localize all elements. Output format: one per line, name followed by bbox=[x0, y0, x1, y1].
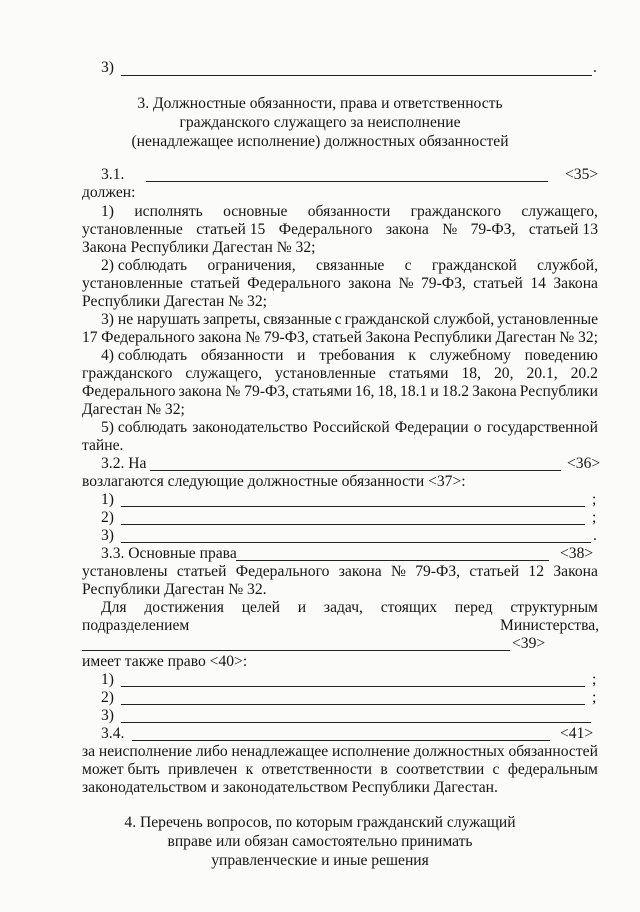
word: 18.1 bbox=[400, 383, 428, 400]
word: стоящих bbox=[380, 599, 438, 616]
word: статьей bbox=[469, 563, 520, 580]
word: исполнять bbox=[134, 203, 203, 220]
duty-blank-2-number: 2) bbox=[101, 509, 114, 526]
duty-1-line3: Закона Республики Дагестан № 32; bbox=[82, 239, 316, 256]
word: служащего, bbox=[521, 203, 598, 220]
word: к bbox=[245, 761, 254, 778]
word: закона bbox=[338, 563, 382, 580]
word: 17 bbox=[82, 329, 98, 346]
word: целей bbox=[241, 599, 281, 616]
right-blank-1-number: 1) bbox=[101, 671, 114, 688]
paragraph-3-4-line4: законодательством и законодательством Республики Дагестан. bbox=[82, 779, 498, 796]
word: установленные bbox=[82, 221, 183, 238]
word: федеральным bbox=[507, 761, 598, 778]
word: закона № 79-ФЗ, bbox=[178, 383, 290, 400]
word: связанные bbox=[263, 311, 332, 328]
word: Республики bbox=[519, 383, 598, 400]
duty-2-line2 bbox=[82, 275, 598, 293]
fill-in-line bbox=[121, 506, 585, 507]
fill-in-line bbox=[121, 722, 591, 723]
fill-in-line bbox=[236, 560, 549, 561]
word: Федерального bbox=[247, 275, 341, 292]
duty-4-line1 bbox=[101, 347, 598, 365]
word: Закона bbox=[553, 275, 598, 292]
word: к bbox=[408, 347, 416, 364]
word: установленные bbox=[497, 311, 598, 328]
right-blank-2-number: 2) bbox=[101, 689, 114, 706]
word: обязанности bbox=[307, 203, 391, 220]
word: с bbox=[334, 311, 342, 328]
word: установленные bbox=[275, 365, 376, 382]
paragraph-3-1-number: 3.1. bbox=[101, 166, 125, 183]
duty-blank-1-end: ; bbox=[592, 491, 597, 508]
duty-blank-2-end: ; bbox=[592, 509, 597, 526]
word: статьей 13 bbox=[528, 221, 598, 238]
word: обязанности bbox=[200, 347, 284, 364]
word: 20, bbox=[493, 365, 514, 382]
paragraph-3-3-line4 bbox=[101, 599, 598, 617]
word: № bbox=[398, 275, 414, 292]
word: запреты, bbox=[203, 311, 261, 328]
word: 3) не нарушать bbox=[101, 311, 201, 328]
paragraph-3-3-line5-end: Министерства, bbox=[500, 617, 600, 634]
word: статьями bbox=[388, 365, 449, 382]
right-blank-3-number: 3) bbox=[101, 707, 114, 724]
word: требования bbox=[319, 347, 395, 364]
paragraph-3-2-line2: возлагаются следующие должностные обязанности <37>: bbox=[82, 473, 466, 490]
right-blank-2-end: ; bbox=[592, 689, 597, 706]
word: Федерального bbox=[278, 221, 373, 238]
word: гражданского bbox=[410, 203, 502, 220]
word: статьями bbox=[292, 383, 352, 400]
footnote-ref-38: <38> bbox=[560, 545, 594, 562]
word: ответственности bbox=[261, 761, 373, 778]
word: 5) соблюдать bbox=[101, 419, 188, 436]
duty-2-line3: Республики Дагестан № 32; bbox=[82, 293, 267, 310]
word: Для bbox=[101, 599, 127, 616]
word: 79-ФЗ, bbox=[470, 221, 516, 238]
word: в bbox=[380, 761, 388, 778]
word: Закона bbox=[472, 383, 517, 400]
word: статьей 15 bbox=[196, 221, 266, 238]
word: 4) соблюдать bbox=[101, 347, 188, 364]
footnote-ref-36: <36> bbox=[567, 455, 601, 472]
word: Закона bbox=[365, 329, 411, 346]
footnote-ref-39: <39> bbox=[512, 635, 546, 652]
word: связанные bbox=[315, 257, 385, 274]
word: должностных bbox=[413, 743, 505, 760]
word: и bbox=[430, 383, 439, 400]
paragraph-3-3-line7: имеет также право <40>: bbox=[82, 653, 248, 670]
word: основные bbox=[223, 203, 288, 220]
word: законодательство bbox=[192, 419, 308, 436]
word: 79-ФЗ, bbox=[415, 563, 461, 580]
word: Федерального bbox=[235, 563, 330, 580]
fill-in-line bbox=[121, 75, 592, 76]
word: 1) bbox=[101, 203, 114, 220]
word: 12 bbox=[528, 563, 544, 580]
word: № bbox=[442, 221, 458, 238]
duty-4-line3 bbox=[82, 383, 598, 401]
paragraph-3-3-lead: 3.3. Основные права bbox=[101, 545, 237, 562]
word: Российской bbox=[312, 419, 390, 436]
duty-2-line1 bbox=[101, 257, 598, 275]
word: за bbox=[82, 743, 96, 760]
duty-1-line2 bbox=[82, 221, 598, 239]
word: Федерации bbox=[394, 419, 469, 436]
paragraph-3-4-line2 bbox=[82, 743, 598, 761]
duty-3-line2 bbox=[82, 329, 598, 347]
word: с bbox=[492, 761, 500, 778]
word: о bbox=[473, 419, 482, 436]
word: привлечен bbox=[168, 761, 238, 778]
section4-title-line2: вправе или обязан самостоятельно принимать bbox=[167, 833, 473, 850]
right-blank-1-end: ; bbox=[592, 671, 597, 688]
word: гражданского bbox=[82, 365, 173, 382]
fill-in-line bbox=[82, 650, 510, 651]
word: структурным bbox=[510, 599, 598, 616]
word: службой, bbox=[537, 257, 598, 274]
word: исполнение bbox=[332, 743, 410, 760]
word: статьей bbox=[190, 275, 240, 292]
word: служебному bbox=[429, 347, 511, 364]
word: закона bbox=[348, 275, 392, 292]
duty-3-line1 bbox=[101, 311, 598, 329]
duty-blank-3-number: 3) bbox=[101, 527, 114, 544]
word: установленные bbox=[82, 275, 183, 292]
duty-blank-1-number: 1) bbox=[101, 491, 114, 508]
duty-4-line4: Дагестан № 32; bbox=[82, 401, 185, 418]
word: 79-ФЗ, bbox=[421, 275, 466, 292]
paragraph-3-3-line3: Республики Дагестан № 32. bbox=[82, 581, 267, 598]
word: Дагестан bbox=[495, 329, 556, 346]
fill-in-line bbox=[121, 524, 585, 525]
word: гражданской bbox=[431, 257, 517, 274]
fill-in-line bbox=[132, 740, 550, 741]
duty-1-line1 bbox=[101, 203, 598, 221]
word: закона № 79-ФЗ, bbox=[198, 329, 309, 346]
word: 18.2 bbox=[441, 383, 470, 400]
word: 2) соблюдать bbox=[101, 257, 188, 274]
section3-title-line2: гражданского служащего за неисполнение bbox=[179, 114, 461, 131]
word: 18, bbox=[377, 383, 397, 400]
word: ограничения, bbox=[207, 257, 296, 274]
paragraph-3-4-line3 bbox=[82, 761, 598, 779]
word: Республики bbox=[413, 329, 492, 346]
word: и bbox=[297, 599, 307, 616]
word: либо bbox=[195, 743, 228, 760]
word: Федерального bbox=[82, 383, 176, 400]
section4-title-line3: управленческие и иные решения bbox=[211, 852, 429, 869]
paragraph-3-4-number: 3.4. bbox=[101, 725, 125, 742]
top-item-number: 3) bbox=[101, 59, 114, 76]
word: неисполнение bbox=[98, 743, 193, 760]
word: гражданской службой, bbox=[344, 311, 495, 328]
word: перед bbox=[454, 599, 493, 616]
paragraph-3-3-line5-start: подразделением bbox=[82, 617, 190, 634]
word: закона bbox=[385, 221, 429, 238]
word: № 32; bbox=[559, 329, 598, 346]
word: 18, bbox=[461, 365, 481, 382]
paragraph-3-2-lead: 3.2. На bbox=[101, 455, 147, 472]
word: установлены bbox=[82, 563, 168, 580]
word: и bbox=[297, 347, 306, 364]
word: государственной bbox=[486, 419, 598, 436]
duty-5-line1 bbox=[101, 419, 598, 437]
word: статьей bbox=[312, 329, 362, 346]
fill-in-line bbox=[121, 704, 585, 705]
fill-in-line bbox=[121, 542, 591, 543]
word: статьей bbox=[176, 563, 227, 580]
word: может быть bbox=[82, 761, 160, 778]
paragraph-3-3-line2 bbox=[82, 563, 598, 581]
word: 16, bbox=[354, 383, 375, 400]
footnote-ref-35: <35> bbox=[565, 166, 599, 183]
duty-4-line2 bbox=[82, 365, 598, 383]
section4-title-line1: 4. Перечень вопросов, по которым гражданский служащий bbox=[124, 814, 516, 831]
footnote-ref-41: <41> bbox=[560, 725, 594, 742]
word: поведению bbox=[524, 347, 598, 364]
word: служащего, bbox=[185, 365, 263, 382]
duty-blank-3-end: . bbox=[593, 527, 597, 544]
word: обязанностей bbox=[508, 743, 598, 760]
word: статьей bbox=[473, 275, 523, 292]
word: 14 bbox=[530, 275, 546, 292]
word: задач, bbox=[323, 599, 363, 616]
word: 20.1, bbox=[526, 365, 558, 382]
paragraph-3-1-line2: должен: bbox=[82, 184, 136, 201]
section3-title-line1: 3. Должностные обязанности, права и ответственность bbox=[137, 95, 503, 112]
fill-in-line bbox=[121, 686, 585, 687]
word: 20.2 bbox=[570, 365, 598, 382]
word: Закона bbox=[553, 563, 598, 580]
fill-in-line bbox=[146, 181, 548, 182]
word: с bbox=[404, 257, 412, 274]
word: ненадлежащее bbox=[231, 743, 329, 760]
word: Федерального bbox=[101, 329, 195, 346]
word: № bbox=[391, 563, 406, 580]
section3-title-line3: (ненадлежащее исполнение) должностных обязанностей bbox=[131, 133, 509, 150]
word: соответствии bbox=[396, 761, 485, 778]
duty-5-line2: тайне. bbox=[82, 437, 124, 454]
top-item-end: . bbox=[593, 59, 597, 76]
word: достижения bbox=[144, 599, 224, 616]
fill-in-line bbox=[150, 470, 561, 471]
